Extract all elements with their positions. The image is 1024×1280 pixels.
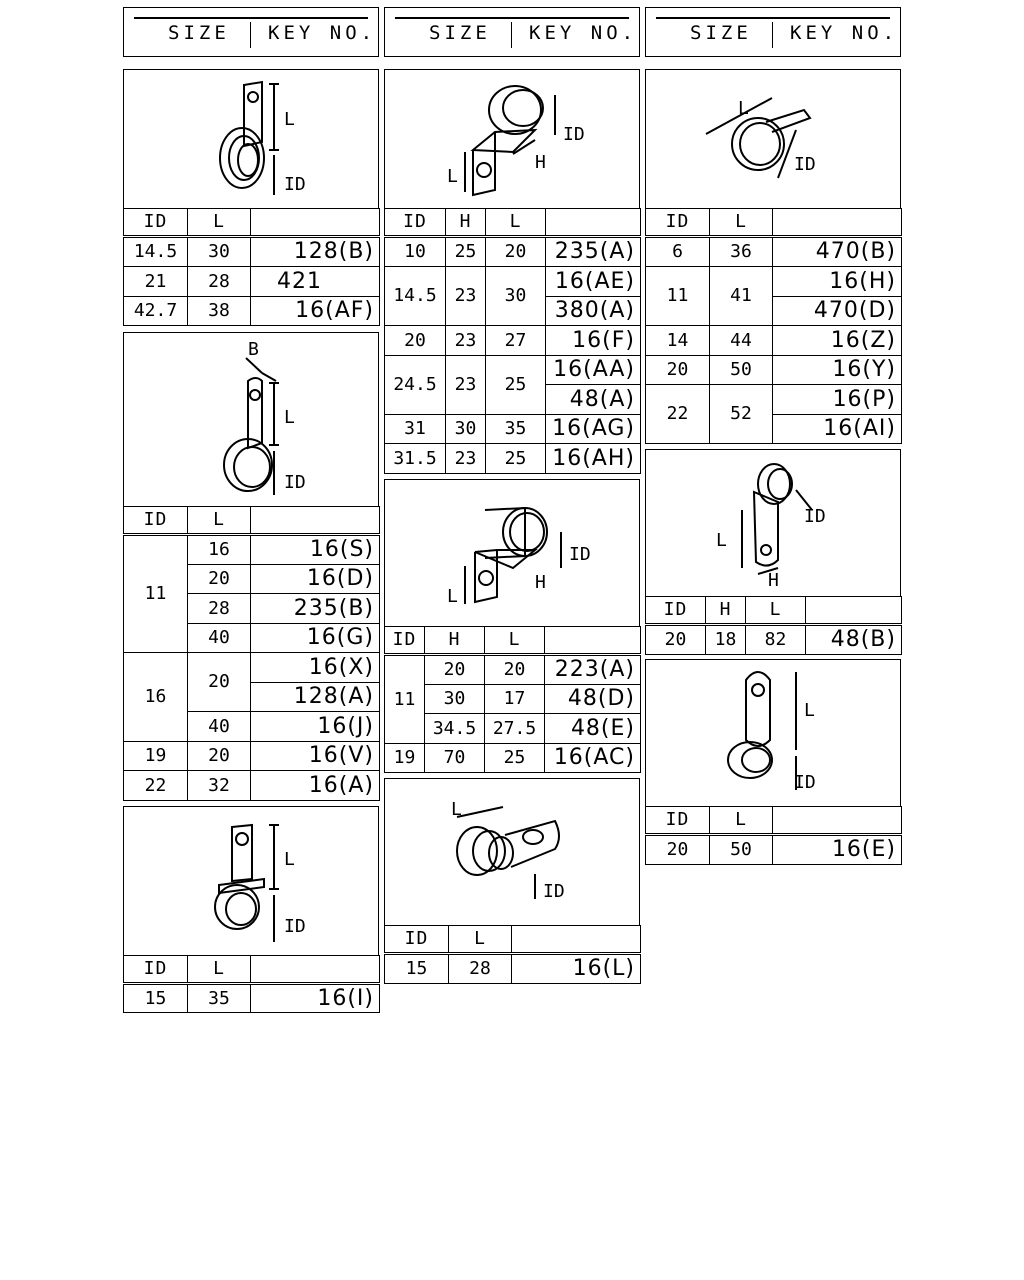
table-cell: ID [385, 627, 425, 655]
table-cell: 34.5 [425, 714, 485, 744]
table-cell: 18 [706, 625, 746, 655]
table-cell: 20 [425, 655, 485, 685]
table-cell: 16(L) [512, 954, 641, 984]
table-cell: 28 [188, 594, 251, 624]
dim-ID: ID [569, 544, 591, 565]
table-cell: 16(F) [546, 326, 641, 356]
table-cell: L [188, 507, 251, 535]
table-cell: 16(D) [251, 565, 380, 594]
dim-H: H [535, 152, 546, 173]
dim-L: L [284, 849, 295, 870]
table-cell: 27 [486, 326, 546, 356]
table-cell: 22 [124, 771, 188, 801]
dim-H: H [768, 570, 779, 591]
dim-L: L [738, 98, 749, 119]
dim-L: L [447, 166, 458, 187]
table-cell: 23 [446, 326, 486, 356]
table-cell: 6 [646, 237, 710, 267]
size-table-c3-2 [645, 596, 902, 655]
table-cell: ID [124, 956, 188, 984]
table-cell: 20 [646, 356, 710, 385]
table-cell: 35 [188, 984, 251, 1013]
size-table-c3-3 [645, 806, 902, 865]
size-table-c2-1 [384, 208, 641, 474]
table-cell: L [710, 209, 773, 237]
loop-clamp-drawing [124, 70, 378, 208]
table-cell: 470(B) [773, 237, 902, 267]
table-cell: 14 [646, 326, 710, 356]
clamp-figure-9 [645, 659, 901, 807]
header-col2 [384, 7, 640, 57]
table-cell: 16(AG) [546, 415, 641, 444]
table-cell: 16(J) [251, 712, 380, 742]
table-cell: 16(A) [251, 771, 380, 801]
table-cell: 20 [188, 565, 251, 594]
table-cell [806, 597, 902, 625]
key-label: KEY NO. [790, 22, 899, 44]
table-cell: 22 [646, 385, 710, 444]
table-cell: 82 [746, 625, 806, 655]
table-cell [773, 807, 902, 835]
size-table-c1-1 [123, 208, 380, 326]
table-cell: 52 [710, 385, 773, 444]
table-cell: 20 [188, 742, 251, 771]
table-cell: 30 [425, 685, 485, 714]
table-cell: 28 [449, 954, 512, 984]
table-cell: ID [646, 209, 710, 237]
table-cell: 421 [251, 267, 380, 297]
table-cell [773, 209, 902, 237]
table-cell: L [486, 209, 546, 237]
table-cell: 31 [385, 415, 446, 444]
dim-ID: ID [284, 174, 306, 195]
table-cell: L [746, 597, 806, 625]
table-cell: 20 [486, 237, 546, 267]
table-cell: 24.5 [385, 356, 446, 415]
table-cell: 16(AI) [773, 415, 902, 444]
table-cell: 11 [385, 655, 425, 744]
table-cell: 223(A) [545, 655, 641, 685]
table-cell: 48(E) [545, 714, 641, 744]
table-cell: 44 [710, 326, 773, 356]
table-cell: 35 [486, 415, 546, 444]
header-col1 [123, 7, 379, 57]
table-cell: 48(B) [806, 625, 902, 655]
table-cell [545, 627, 641, 655]
table-cell [251, 507, 380, 535]
table-cell: 50 [710, 835, 773, 865]
table-cell: 32 [188, 771, 251, 801]
table-cell: 470(D) [773, 297, 902, 326]
table-cell: 50 [710, 356, 773, 385]
table-cell [251, 956, 380, 984]
size-label: SIZE [690, 22, 752, 44]
table-cell: 20 [385, 326, 446, 356]
clamp-figure-6 [384, 778, 640, 926]
table-cell: 16(V) [251, 742, 380, 771]
clamp-figure-8 [645, 449, 901, 597]
table-row [124, 297, 380, 326]
dim-ID: ID [284, 916, 306, 937]
dim-ID: ID [543, 881, 565, 902]
tab-clamp-drawing [646, 450, 900, 596]
table-cell: 15 [124, 984, 188, 1013]
table-cell: 16(AF) [251, 297, 380, 326]
table-cell: 25 [485, 744, 545, 773]
table-cell: 25 [486, 356, 546, 415]
dim-ID: ID [794, 154, 816, 175]
dim-L: L [804, 700, 815, 721]
table-cell: 16(AH) [546, 444, 641, 474]
dim-H: H [535, 572, 546, 593]
table-cell: ID [646, 807, 710, 835]
table-cell: 16(AC) [545, 744, 641, 773]
table-cell: 25 [446, 237, 486, 267]
table-cell: 48(D) [545, 685, 641, 714]
clamp-figure-7 [645, 69, 901, 209]
table-cell: 235(A) [546, 237, 641, 267]
header-col3 [645, 7, 901, 57]
table-row [124, 237, 380, 267]
table-cell: 31.5 [385, 444, 446, 474]
table-cell: 21 [124, 267, 188, 297]
table-cell: 16(S) [251, 535, 380, 565]
dim-B: B [248, 339, 259, 360]
clamp-figure-4 [384, 69, 640, 209]
clamp-figure-5 [384, 479, 640, 627]
table-cell: 16(E) [773, 835, 902, 865]
table-cell: L [485, 627, 545, 655]
table-cell: ID [646, 597, 706, 625]
table-cell: L [710, 807, 773, 835]
size-table-c1-3 [123, 955, 380, 1013]
table-cell: 16 [188, 535, 251, 565]
table-cell: 10 [385, 237, 446, 267]
dim-L: L [447, 586, 458, 607]
table-cell: 16(Y) [773, 356, 902, 385]
offset-clamp-drawing [385, 70, 639, 208]
table-cell: H [706, 597, 746, 625]
table-cell: 19 [124, 742, 188, 771]
table-cell: 16(P) [773, 385, 902, 415]
table-cell: 16(G) [251, 624, 380, 653]
table-cell: ID [124, 507, 188, 535]
table-cell: 11 [124, 535, 188, 653]
table-cell: 25 [486, 444, 546, 474]
table-cell: H [446, 209, 486, 237]
table-cell: L [188, 209, 251, 237]
table-cell: 20 [646, 625, 706, 655]
table-cell: 20 [188, 653, 251, 712]
table-row [124, 267, 380, 297]
clamp-figure-2 [123, 332, 379, 507]
band-clamp-drawing [646, 70, 900, 208]
table-cell: 16(X) [251, 653, 380, 683]
size-label: SIZE [429, 22, 491, 44]
table-cell: 42.7 [124, 297, 188, 326]
table-cell: 27.5 [485, 714, 545, 744]
table-cell: H [425, 627, 485, 655]
table-cell: 40 [188, 712, 251, 742]
table-cell: 14.5 [385, 267, 446, 326]
cushion-clamp-drawing [385, 779, 639, 925]
dim-ID: ID [804, 506, 826, 527]
table-cell: 15 [385, 954, 449, 984]
table-cell: 16(Z) [773, 326, 902, 356]
offset-clamp-drawing [385, 480, 639, 626]
table-cell [251, 209, 380, 237]
table-cell: 23 [446, 267, 486, 326]
table-cell: 16(H) [773, 267, 902, 297]
key-label: KEY NO. [268, 22, 377, 44]
table-cell: 48(A) [546, 385, 641, 415]
size-table-c2-3 [384, 925, 641, 984]
clamp-figure-3 [123, 806, 379, 956]
table-cell: 23 [446, 356, 486, 415]
table-cell: ID [124, 209, 188, 237]
clamp-figure-1 [123, 69, 379, 209]
table-cell: 128(B) [251, 237, 380, 267]
table-cell: L [188, 956, 251, 984]
table-cell: 41 [710, 267, 773, 326]
loop-clamp-drawing [124, 333, 378, 506]
table-cell: ID [385, 209, 446, 237]
dim-ID: ID [563, 124, 585, 145]
table-cell: 30 [486, 267, 546, 326]
cushion-clamp-drawing [124, 807, 378, 955]
table-cell: 23 [446, 444, 486, 474]
table-cell: ID [385, 926, 449, 954]
size-label: SIZE [168, 22, 230, 44]
key-label: KEY NO. [529, 22, 638, 44]
table-cell: 14.5 [124, 237, 188, 267]
dim-ID: ID [794, 772, 816, 793]
table-cell: 19 [385, 744, 425, 773]
size-table-c3-1 [645, 208, 902, 444]
table-cell [512, 926, 641, 954]
dim-ID: ID [284, 472, 306, 493]
table-cell: 235(B) [251, 594, 380, 624]
table-cell: L [449, 926, 512, 954]
table-cell: 128(A) [251, 683, 380, 712]
table-cell: 20 [646, 835, 710, 865]
table-cell: 70 [425, 744, 485, 773]
table-cell: 30 [188, 237, 251, 267]
dim-L: L [716, 530, 727, 551]
p-clamp-drawing [646, 660, 900, 806]
dim-L: L [451, 799, 462, 820]
table-cell: 28 [188, 267, 251, 297]
table-cell: 36 [710, 237, 773, 267]
table-cell: 20 [485, 655, 545, 685]
table-cell: 16(AE) [546, 267, 641, 297]
table-cell: 17 [485, 685, 545, 714]
table-cell: 11 [646, 267, 710, 326]
table-cell: 38 [188, 297, 251, 326]
table-cell: 16 [124, 653, 188, 742]
dim-L: L [284, 407, 295, 428]
table-cell [546, 209, 641, 237]
table-cell: 16(I) [251, 984, 380, 1013]
table-cell: 16(AA) [546, 356, 641, 385]
table-cell: 40 [188, 624, 251, 653]
table-cell: 30 [446, 415, 486, 444]
size-table-c2-2 [384, 626, 641, 773]
dim-L: L [284, 109, 295, 130]
table-cell: 380(A) [546, 297, 641, 326]
size-table-c1-2 [123, 506, 380, 801]
